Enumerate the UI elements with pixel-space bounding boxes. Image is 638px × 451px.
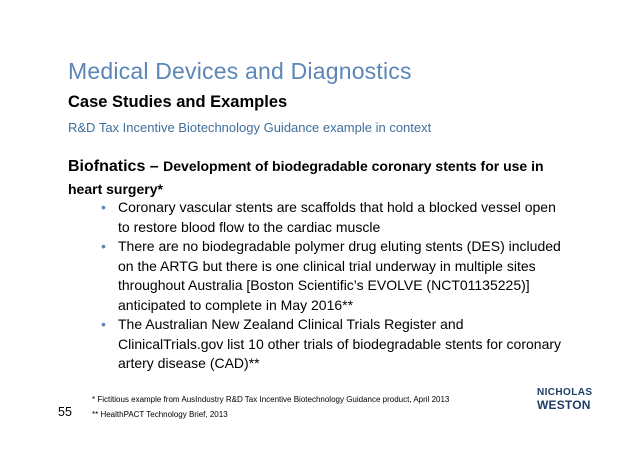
logo-line-2: WESTON	[537, 398, 591, 412]
case-heading-text: Development of biodegradable coronary stents for use in heart surgery*	[68, 158, 544, 197]
bullet-text: Coronary vascular stents are scaffolds that hold a blocked vessel open to restore blood flow to the cardiac muscle	[118, 199, 556, 235]
logo-line-1: NICHOLAS	[537, 387, 593, 398]
context-line: R&D Tax Incentive Biotechnology Guidance example in context	[68, 120, 432, 135]
slide-subtitle: Case Studies and Examples	[68, 93, 288, 111]
bullet-text: There are no biodegradable polymer drug eluting stents (DES) included on the ARTG but there is one clinical trial underway in multiple sites throughout Australia [Boston Scientific’s EVOLVE (NCT01135225)] anticipated to complete in May 2016**	[118, 238, 561, 313]
case-heading	[68, 155, 568, 201]
bullet-item	[100, 315, 570, 374]
slide-title: Medical Devices and Diagnostics	[68, 58, 412, 84]
page-number: 55	[58, 405, 72, 419]
bullet-item	[100, 198, 570, 237]
footnote: * Fictitious example from AusIndustry R&D Tax Incentive Biotechnology Guidance product, April 2013	[92, 395, 450, 404]
bullet-icon: •	[101, 316, 106, 332]
bullet-item	[100, 237, 570, 315]
bullet-list	[100, 198, 570, 374]
bullet-icon: •	[101, 238, 106, 254]
bullet-icon: •	[101, 199, 106, 215]
company-logo	[537, 386, 595, 412]
bullet-text: The Australian New Zealand Clinical Trials Register and ClinicalTrials.gov list 10 other trials of biodegradable stents for coronary artery disease (CAD)**	[118, 316, 562, 371]
case-heading-lead: Biofnatics –	[68, 158, 164, 175]
footnote: ** HealthPACT Technology Brief, 2013	[92, 410, 228, 419]
